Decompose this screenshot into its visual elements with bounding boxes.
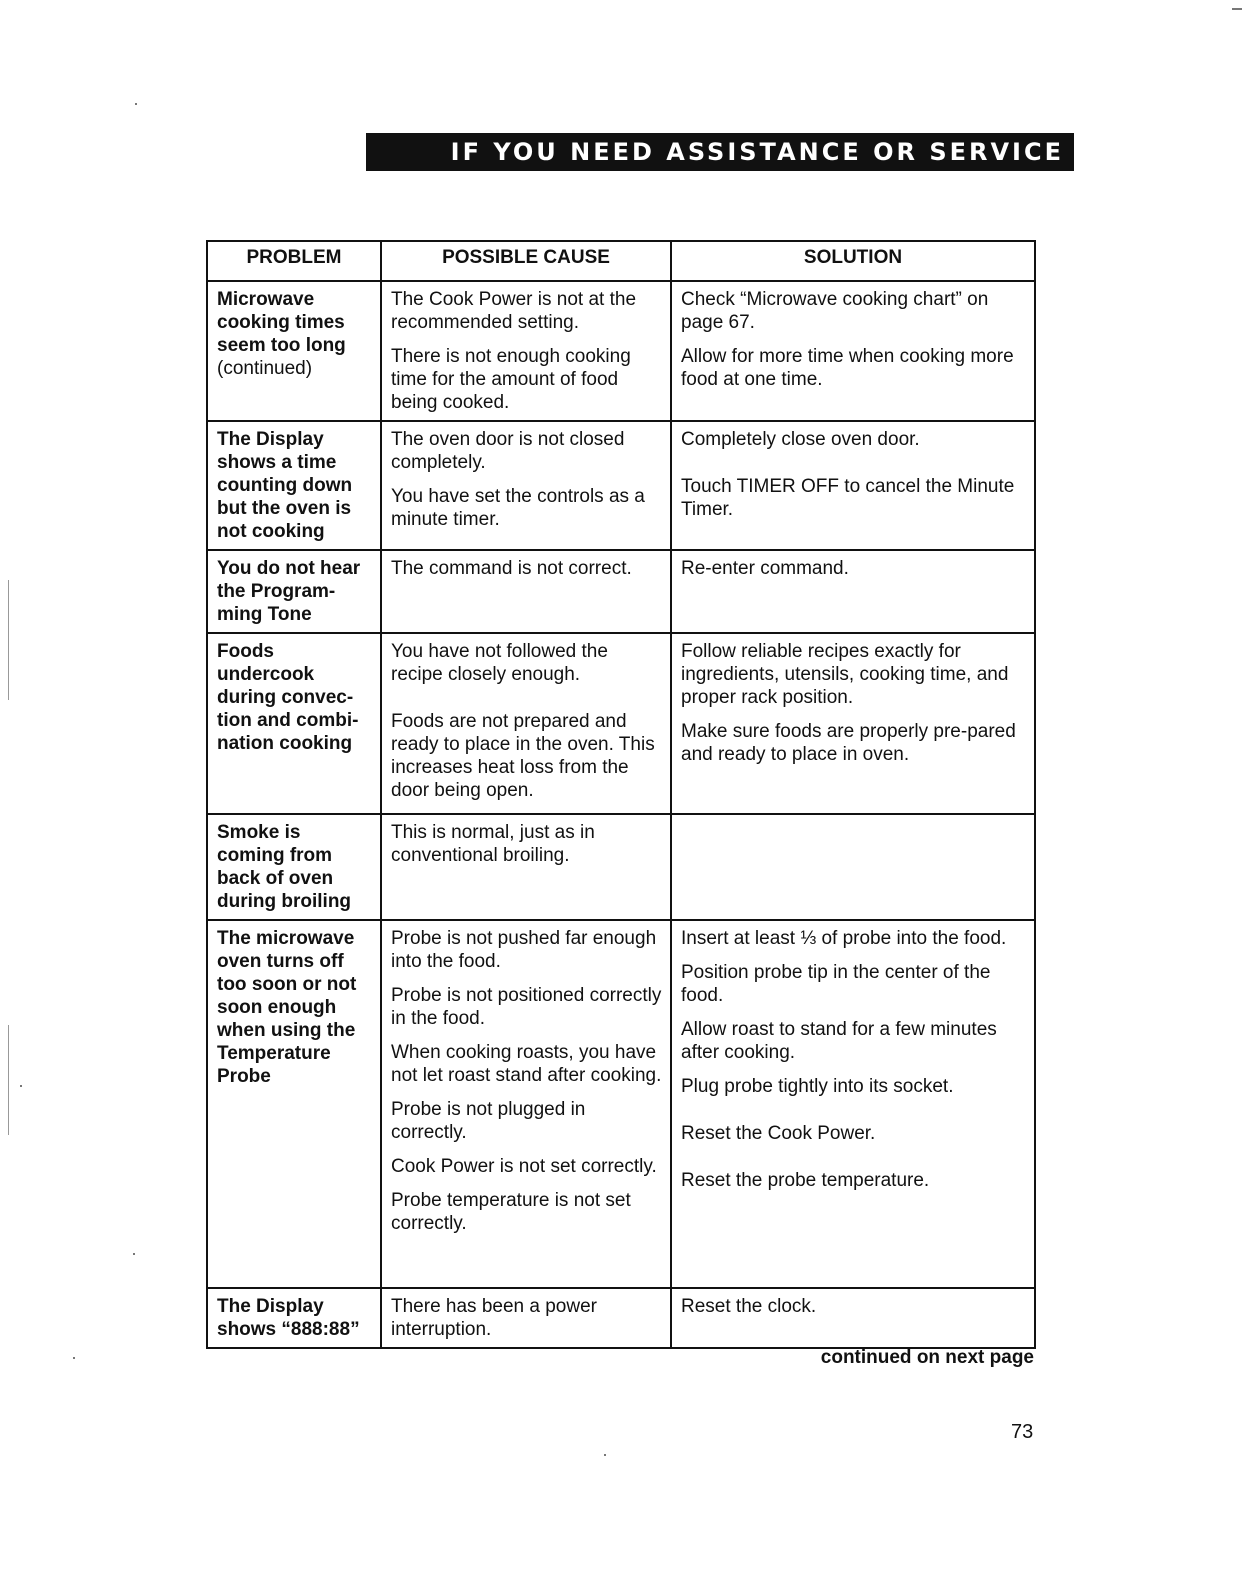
problem-text: You do not hear the Program-ming Tone [217,558,361,625]
cause-item: The Cook Power is not at the recommended setting. [391,289,637,333]
table-row [207,281,1035,421]
table-row [207,421,1035,550]
scan-artifact-line [8,580,9,700]
problem-text: The microwave oven turns off too soon or not soon enough when using the Temperature Probe [217,928,357,1087]
continued-note: continued on next page [820,1347,1034,1368]
table-row [207,550,1035,633]
problem-cell [207,814,381,920]
table-row [207,920,1035,1288]
scan-artifact-dot [133,1253,135,1255]
solution-item: Allow roast to stand for a few minutes after cooking. [681,1019,997,1063]
problem-note: (continued) [217,358,313,379]
scan-artifact-dot [73,1357,75,1359]
scan-artifact-dot [1232,8,1242,10]
problem-cell [207,1288,381,1348]
column-header-possible-cause: POSSIBLE CAUSE [381,241,671,281]
cause-item: This is normal, just as in conventional broiling. [391,822,595,866]
cause-item: There is not enough cooking time for the amount of food being cooked. [391,346,631,413]
solution-item: Completely close oven door. [681,429,920,450]
solution-cell [671,920,1035,1288]
problem-text: Foods undercook during convec-tion and combi-nation cooking [217,641,359,754]
problem-text: The Display shows “888:88” [217,1296,360,1340]
cause-item: Probe temperature is not set correctly. [391,1190,631,1234]
solution-item: Touch TIMER OFF to cancel the Minute Timer. [681,476,1015,520]
cause-item: Foods are not prepared and ready to place in the oven. This increases heat loss from the door being open. [391,711,655,801]
problem-cell [207,920,381,1288]
cause-item: You have set the controls as a minute timer. [391,486,645,530]
cause-cell [381,920,671,1288]
cause-item: There has been a power interruption. [391,1296,597,1340]
solution-item: Plug probe tightly into its socket. [681,1076,954,1097]
problem-text: Microwave cooking times seem too long [217,289,346,356]
troubleshooting-table [206,240,1036,1349]
cause-item: Cook Power is not set correctly. [391,1156,657,1177]
cause-item: The oven door is not closed completely. [391,429,625,473]
cause-cell [381,281,671,421]
cause-cell [381,421,671,550]
solution-item: Re-enter command. [681,558,849,579]
scan-artifact-dot [20,1085,22,1087]
solution-cell [671,550,1035,633]
table-row [207,1288,1035,1348]
solution-cell [671,1288,1035,1348]
table-row [207,633,1035,814]
problem-cell [207,281,381,421]
solution-item: Insert at least ⅓ of probe into the food. [681,928,1007,949]
solution-item: Reset the clock. [681,1296,817,1317]
column-header-solution: SOLUTION [671,241,1035,281]
column-header-problem: PROBLEM [207,241,381,281]
problem-cell [207,633,381,814]
cause-cell [381,550,671,633]
solution-cell [671,633,1035,814]
solution-item: Reset the Cook Power. [681,1123,876,1144]
page-header-banner: IF YOU NEED ASSISTANCE OR SERVICE [366,133,1074,171]
problem-text: Smoke is coming from back of oven during broiling [217,822,352,912]
solution-cell [671,814,1035,920]
scan-artifact-line [8,1025,9,1135]
cause-item: The command is not correct. [391,558,632,579]
problem-cell [207,421,381,550]
solution-item: Reset the probe temperature. [681,1170,930,1191]
solution-item: Check “Microwave cooking chart” on page 67. [681,289,989,333]
scan-artifact-dot [135,103,137,105]
table-row [207,814,1035,920]
cause-item: Probe is not plugged in correctly. [391,1099,586,1143]
solution-item: Follow reliable recipes exactly for ingredients, utensils, cooking time, and proper rack position. [681,641,1009,708]
problem-text: The Display shows a time counting down but the oven is not cooking [217,429,353,542]
scan-artifact-dot [604,1454,606,1456]
table-header-row [207,241,1035,281]
solution-cell [671,281,1035,421]
cause-item: When cooking roasts, you have not let roast stand after cooking. [391,1042,662,1086]
problem-cell [207,550,381,633]
page-number: 73 [1011,1421,1034,1443]
cause-item: You have not followed the recipe closely enough. [391,641,608,685]
cause-cell [381,814,671,920]
solution-item: Position probe tip in the center of the food. [681,962,991,1006]
cause-item: Probe is not positioned correctly in the food. [391,985,662,1029]
cause-item: Probe is not pushed far enough into the food. [391,928,657,972]
cause-cell [381,1288,671,1348]
solution-item: Allow for more time when cooking more food at one time. [681,346,1014,390]
solution-item: Make sure foods are properly pre-pared and ready to place in oven. [681,721,1016,765]
solution-cell [671,421,1035,550]
cause-cell [381,633,671,814]
